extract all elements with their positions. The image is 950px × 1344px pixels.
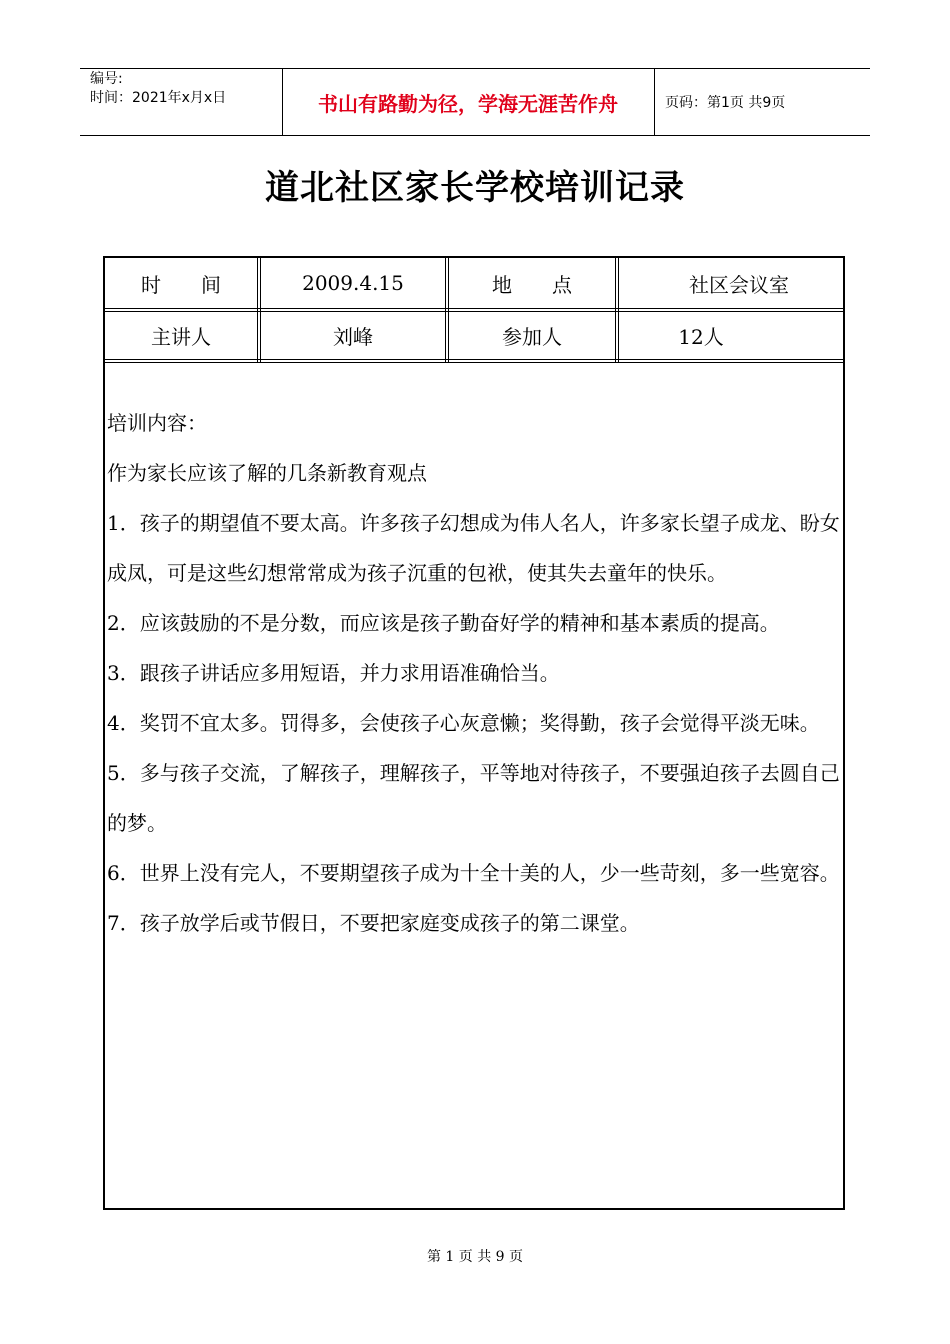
content-item-5: 5．多与孩子交流，了解孩子，理解孩子，平等地对待孩子，不要强迫孩子去圆自己的梦。 [107, 761, 840, 835]
speaker-label-cell: 主讲人 [151, 325, 211, 349]
content-item-3: 3．跟孩子讲话应多用短语，并力求用语准确恰当。 [107, 661, 560, 685]
speaker-value-cell: 刘峰 [333, 325, 373, 349]
attendees-value-cell: 12人 [678, 325, 724, 349]
row-divider-1 [105, 308, 843, 309]
training-content [107, 398, 847, 948]
col-divider-2 [445, 258, 446, 362]
row-divider-2b [105, 362, 843, 363]
header-divider-right [654, 68, 655, 136]
header-page-info: 页码：第1页 共9页 [665, 95, 786, 111]
attendees-label-cell: 参加人 [502, 325, 562, 349]
col-divider-1 [257, 258, 258, 362]
time-label: 时间：2021年x月x日 [90, 90, 227, 106]
col-divider-3 [615, 258, 616, 362]
row-divider-2 [105, 359, 843, 360]
number-label: 编号: [90, 71, 123, 87]
content-subtitle: 作为家长应该了解的几条新教育观点 [107, 461, 427, 485]
header-motto: 书山有路勤为径，学海无涯苦作舟 [318, 91, 618, 116]
time-value-cell: 2009.4.15 [302, 271, 404, 295]
page-footer: 第 1 页 共 9 页 [426, 1249, 524, 1265]
header-meta [90, 70, 226, 108]
place-value-cell: 社区会议室 [689, 272, 789, 297]
content-item-2: 2．应该鼓励的不是分数，而应该是孩子勤奋好学的精神和基本素质的提高。 [107, 611, 780, 635]
content-heading: 培训内容： [107, 411, 207, 435]
content-item-7: 7．孩子放学后或节假日，不要把家庭变成孩子的第二课堂。 [107, 911, 640, 935]
document-title: 道北社区家长学校培训记录 [265, 168, 685, 208]
time-label-cell: 时 间 [141, 272, 221, 297]
content-item-1: 1．孩子的期望值不要太高。许多孩子幻想成为伟人名人，许多家长望子成龙、盼女成凤，可是这些幻想常常成为孩子沉重的包袱，使其失去童年的快乐。 [107, 511, 840, 585]
place-label-cell: 地 点 [492, 272, 572, 297]
content-item-4: 4．奖罚不宜太多。罚得多，会使孩子心灰意懒；奖得勤，孩子会觉得平淡无味。 [107, 711, 820, 735]
content-item-6: 6．世界上没有完人，不要期望孩子成为十全十美的人，少一些苛刻，多一些宽容。 [107, 861, 840, 885]
